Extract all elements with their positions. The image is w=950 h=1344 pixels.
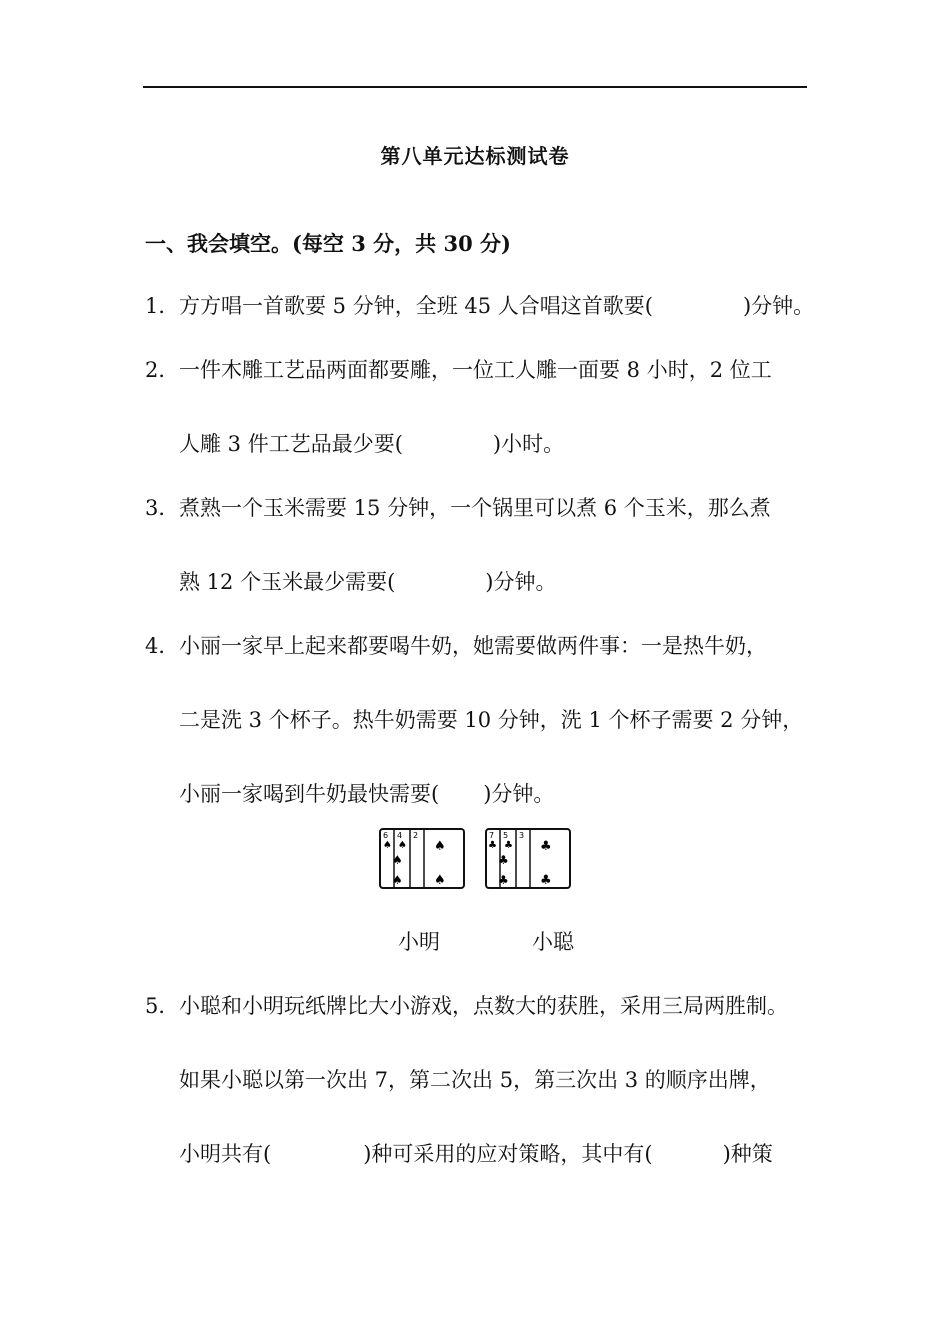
card-rank: 2 (413, 831, 419, 840)
xiaoming-label: 小明 (398, 930, 440, 954)
club-icon: ♣ (498, 873, 509, 887)
question-5-cont-1: 如果小聪以第一次出 7，第二次出 5，第三次出 3 的顺序出牌， (179, 1068, 771, 1092)
card-rank: 7 (489, 831, 495, 840)
question-number: 3． (145, 496, 180, 520)
spade-icon: ♠ (392, 853, 403, 867)
question-number: 5． (145, 994, 180, 1018)
card-rank: 6 (383, 831, 389, 840)
question-3-cont: 熟 12 个玉米最少需要( )分钟。 (179, 570, 557, 594)
card-rank: 4 (397, 831, 403, 840)
question-5: 5．小聪和小明玩纸牌比大小游戏，点数大的获胜，采用三局两胜制。 (145, 990, 788, 1020)
section-heading: 一、我会填空。(每空 3 分，共 30 分) (145, 231, 511, 256)
spade-icon: ♠ (434, 873, 446, 888)
card-rank: 3 (519, 831, 525, 840)
question-number: 1． (145, 294, 180, 318)
spade-icon: ♠ (383, 840, 392, 851)
question-number: 4． (145, 634, 180, 658)
question-5-cont-2: 小明共有( )种可采用的应对策略，其中有( )种策 (179, 1142, 773, 1166)
xiaoming-cards (378, 828, 468, 890)
question-4: 4．小丽一家早上起来都要喝牛奶，她需要做两件事：一是热牛奶， (145, 630, 767, 660)
question-3: 3．煮熟一个玉米需要 15 分钟，一个锅里可以煮 6 个玉米，那么煮 (145, 492, 771, 522)
spade-icon: ♠ (434, 839, 446, 854)
spade-icon: ♠ (392, 873, 403, 887)
club-icon: ♣ (540, 873, 552, 888)
question-2: 2．一件木雕工艺品两面都要雕，一位工人雕一面要 8 小时，2 位工 (145, 354, 772, 384)
question-number: 2． (145, 358, 180, 382)
xiaocong-label: 小聪 (532, 930, 574, 954)
club-icon: ♣ (504, 840, 513, 851)
page-title: 第八单元达标测试卷 (380, 144, 570, 168)
spade-icon: ♠ (398, 840, 407, 851)
question-1: 1．方方唱一首歌要 5 分钟，全班 45 人合唱这首歌要( )分钟。 (145, 290, 814, 320)
club-icon: ♣ (540, 839, 552, 854)
header-rule (143, 86, 807, 88)
xiaocong-cards (484, 828, 574, 890)
question-4-cont-2: 小丽一家喝到牛奶最快需要( )分钟。 (179, 782, 555, 806)
club-icon: ♣ (488, 840, 497, 851)
question-2-cont: 人雕 3 件工艺品最少要( )小时。 (179, 432, 565, 456)
card-rank: 5 (503, 831, 509, 840)
club-icon: ♣ (498, 853, 509, 867)
question-4-cont-1: 二是洗 3 个杯子。热牛奶需要 10 分钟，洗 1 个杯子需要 2 分钟， (179, 708, 804, 732)
